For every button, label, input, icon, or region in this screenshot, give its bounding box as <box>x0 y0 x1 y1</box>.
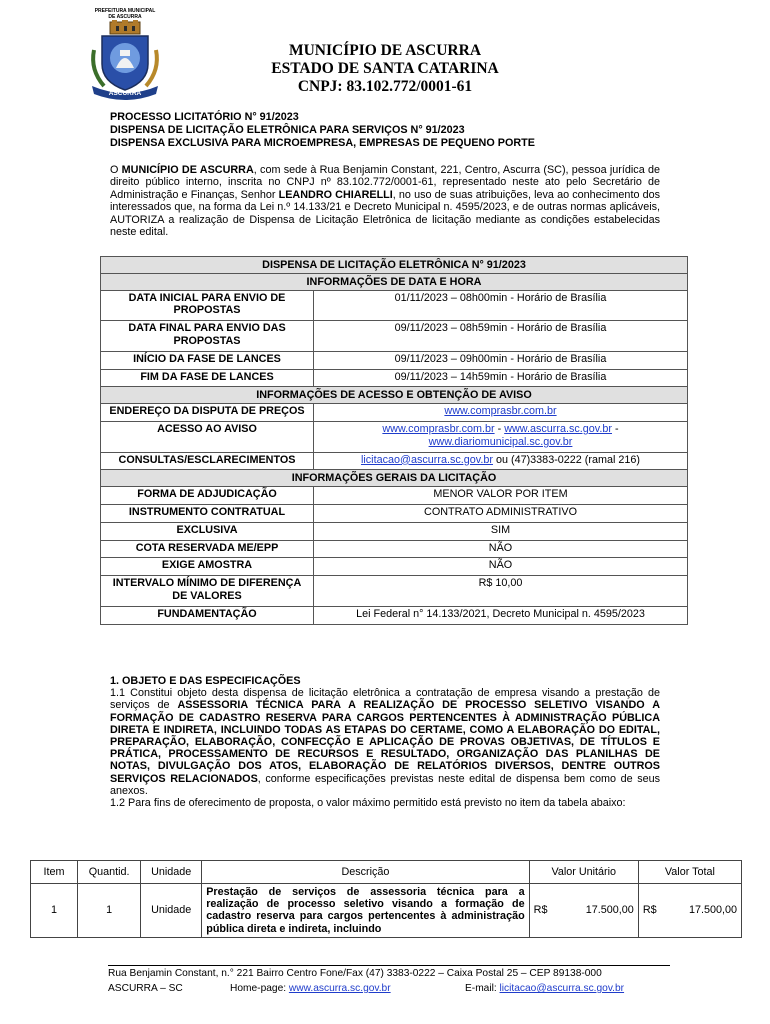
value-min-interval: R$ 10,00 <box>314 576 688 607</box>
header-state: ESTADO DE SANTA CATARINA <box>271 60 499 77</box>
cell-unit: Unidade <box>141 884 202 938</box>
inquiries-phone: ou (47)3383-0222 (ramal 216) <box>492 453 641 466</box>
intro-text-2: , com sede à Rua Benjamin Constant, 221, Centro, Ascurra (SC), pessoa jurídica de direito público interno, inscrita no CNPJ nº 83.102.772/0001-61, representado neste ato pelo Secretário de Administração e Finanças, Senhor <box>110 164 660 201</box>
intro-municipality: MUNICÍPIO DE ASCURRA <box>121 164 254 176</box>
title-dispensa: DISPENSA DE LICITAÇÃO ELETRÔNICA PARA SERVIÇOS N° 91/2023 <box>110 124 465 136</box>
cell-unit-value <box>529 884 638 938</box>
label-award-form: FORMA DE ADJUDICAÇÃO <box>101 487 314 505</box>
title-process: PROCESSO LICITATÓRIO N° 91/2023 <box>110 111 299 123</box>
value-start-date: 01/11/2023 – 08h00min - Horário de Brasília <box>314 290 688 321</box>
label-exclusive: EXCLUSIVA <box>101 522 314 540</box>
label-notice-access: ACESSO AO AVISO <box>101 421 314 452</box>
value-legal-basis: Lei Federal n° 14.133/2021, Decreto Municipal n. 4595/2023 <box>314 606 688 624</box>
col-header-total-value: Valor Total <box>638 861 741 884</box>
footer-email-label: E-mail: <box>465 983 500 994</box>
intro-text-3: , no uso de suas atribuições, leva ao conhecimento dos interessados que, na forma da Lei n.º 14.133/21 e Decreto Municipal n. 4595/2023, e de outras normas aplicáveis, AUTORIZA a realização de Dispensa de Licitação Eletrônica de licitação mediante as condições estabelecidas neste edital. <box>110 188 661 239</box>
footer-homepage-link[interactable]: www.ascurra.sc.gov.br <box>288 983 391 994</box>
dispensa-info-table <box>100 256 688 625</box>
crest-ribbon-text: ASCURRA <box>108 90 142 97</box>
section-access: INFORMAÇÕES DE ACESSO E OBTENÇÃO DE AVISO <box>101 387 688 404</box>
section-general: INFORMAÇÕES GERAIS DA LICITAÇÃO <box>101 470 688 487</box>
label-bids-start: INÍCIO DA FASE DE LANCES <box>101 351 314 369</box>
value-reserved-quota: NÃO <box>314 540 688 558</box>
crest-top-text <box>86 8 164 20</box>
header-cnpj: CNPJ: 83.102.772/0001-61 <box>297 78 473 95</box>
cell-description: Prestação de serviços de assessoria técnica para a realização de processo seletivo visando a formação de cadastro reserva para cargos pertencentes à administração pública direta e indireta, incluindo <box>202 884 529 938</box>
footer-divider <box>108 965 670 966</box>
label-sample-required: EXIGE AMOSTRA <box>101 558 314 576</box>
footer-address: Rua Benjamin Constant, n.° 221 Bairro Centro Fone/Fax (47) 3383-0222 – Caixa Postal 25 – CEP 89138-000 <box>108 968 602 979</box>
label-legal-basis: FUNDAMENTAÇÃO <box>101 606 314 624</box>
cell-qty: 1 <box>78 884 141 938</box>
value-contract-instrument: CONTRATO ADMINISTRATIVO <box>314 504 688 522</box>
label-bids-end: FIM DA FASE DE LANCES <box>101 369 314 387</box>
object-description: ASSESSORIA TÉCNICA PARA A REALIZAÇÃO DE PROCESSO SELETIVO VISANDO A FORMAÇÃO DE CADASTRO RESERVA PARA CARGOS PERTENCENTES À ADMINISTRAÇÃO PÚBLICA DIRETA E INDIRETA, INCLUINDO TODAS AS ETAPAS DO CERTAME, COMO A ELABORAÇÃO DO EDITAL, PREPARAÇÃO, ELABORAÇÃO, CONFECÇÃO E APLICAÇÃO DE PROVAS OBJETIVAS, DE TÍTULOS E PRÁTICA, PROCESSAMENTO DE RECURSOS E RESULTADO, ORGANIZAÇÃO DAS PLANILHAS DE NOTAS, DIVULGAÇÃO DOS ATOS, ELABORAÇÃO DE RELATÓRIOS DIVERSOS, DENTRE OUTROS SERVIÇOS RELACIONADOS <box>110 699 660 785</box>
link-ascurra-gov[interactable]: www.ascurra.sc.gov.br <box>504 422 612 435</box>
col-header-unit: Unidade <box>141 861 202 884</box>
value-bids-start: 09/11/2023 – 09h00min - Horário de Brasília <box>314 351 688 369</box>
title-exclusive: DISPENSA EXCLUSIVA PARA MICROEMPRESA, EMPRESAS DE PEQUENO PORTE <box>110 137 535 149</box>
intro-secretary-name: LEANDRO CHIARELLI <box>278 188 393 201</box>
section-object <box>110 675 660 809</box>
unit-value-amount: 17.500,00 <box>585 904 634 917</box>
footer-email <box>465 983 624 994</box>
label-contract-instrument: INSTRUMENTO CONTRATUAL <box>101 504 314 522</box>
link-comprasbr-notice[interactable]: www.comprasbr.com.br <box>382 422 495 435</box>
unit-value-currency: R$ <box>533 904 548 917</box>
label-reserved-quota: COTA RESERVADA ME/EPP <box>101 540 314 558</box>
object-text-2: , conforme especificações previstas neste edital de dispensa bem como de seus anexos. <box>110 772 660 797</box>
label-min-interval: INTERVALO MÍNIMO DE DIFERENÇA DE VALORES <box>101 576 314 607</box>
intro-text-1: O <box>110 164 122 176</box>
value-end-date: 09/11/2023 – 08h59min - Horário de Brasília <box>314 321 688 352</box>
intro-paragraph <box>110 164 660 238</box>
object-text-1: 1.1 Constitui objeto desta dispensa de licitação eletrônica a contratação de empresa visando a prestação de serviços de <box>110 687 660 712</box>
header-municipality: MUNICÍPIO DE ASCURRA <box>288 42 482 59</box>
crest-top-line2: DE ASCURRA <box>108 14 142 20</box>
section-object-heading: 1. OBJETO E DAS ESPECIFICAÇÕES <box>110 675 301 687</box>
col-header-description: Descrição <box>202 861 529 884</box>
value-sample-required: NÃO <box>314 558 688 576</box>
section-date-time: INFORMAÇÕES DE DATA E HORA <box>101 273 688 290</box>
col-header-qty: Quantid. <box>78 861 141 884</box>
value-award-form: MENOR VALOR POR ITEM <box>314 487 688 505</box>
footer-email-link[interactable]: licitacao@ascurra.sc.gov.br <box>499 983 625 994</box>
col-header-item: Item <box>31 861 78 884</box>
object-item-1-2: 1.2 Para fins de oferecimento de proposta, o valor máximo permitido está previsto no item da tabela abaixo: <box>110 797 626 810</box>
table-row <box>31 884 742 938</box>
label-end-date: DATA FINAL PARA ENVIO DAS PROPOSTAS <box>101 321 314 352</box>
label-start-date: DATA INICIAL PARA ENVIO DE PROPOSTAS <box>101 290 314 321</box>
separator-1: - <box>494 422 505 435</box>
col-header-unit-value: Valor Unitário <box>529 861 638 884</box>
separator-2: - <box>612 422 619 435</box>
link-diario-municipal[interactable]: www.diariomunicipal.sc.gov.br <box>428 435 573 448</box>
total-value-currency: R$ <box>642 904 657 917</box>
footer-homepage-label: Home-page: <box>230 983 289 994</box>
footer-homepage <box>230 983 391 994</box>
footer-city: ASCURRA – SC <box>108 983 183 994</box>
total-value-amount: 17.500,00 <box>688 904 737 917</box>
value-bids-end: 09/11/2023 – 14h59min - Horário de Brasília <box>314 369 688 387</box>
info-table-title: DISPENSA DE LICITAÇÃO ELETRÔNICA N° 91/2023 <box>101 257 688 274</box>
items-table <box>30 860 742 938</box>
value-exclusive: SIM <box>314 522 688 540</box>
crest-top-line1: PREFEITURA MUNICIPAL <box>94 8 156 14</box>
link-comprasbr[interactable]: www.comprasbr.com.br <box>444 405 557 418</box>
link-email-licitacao[interactable]: licitacao@ascurra.sc.gov.br <box>360 453 493 466</box>
cell-item: 1 <box>31 884 78 938</box>
label-inquiries: CONSULTAS/ESCLARECIMENTOS <box>101 452 314 470</box>
label-dispute-address: ENDEREÇO DA DISPUTA DE PREÇOS <box>101 404 314 422</box>
cell-total-value <box>638 884 741 938</box>
